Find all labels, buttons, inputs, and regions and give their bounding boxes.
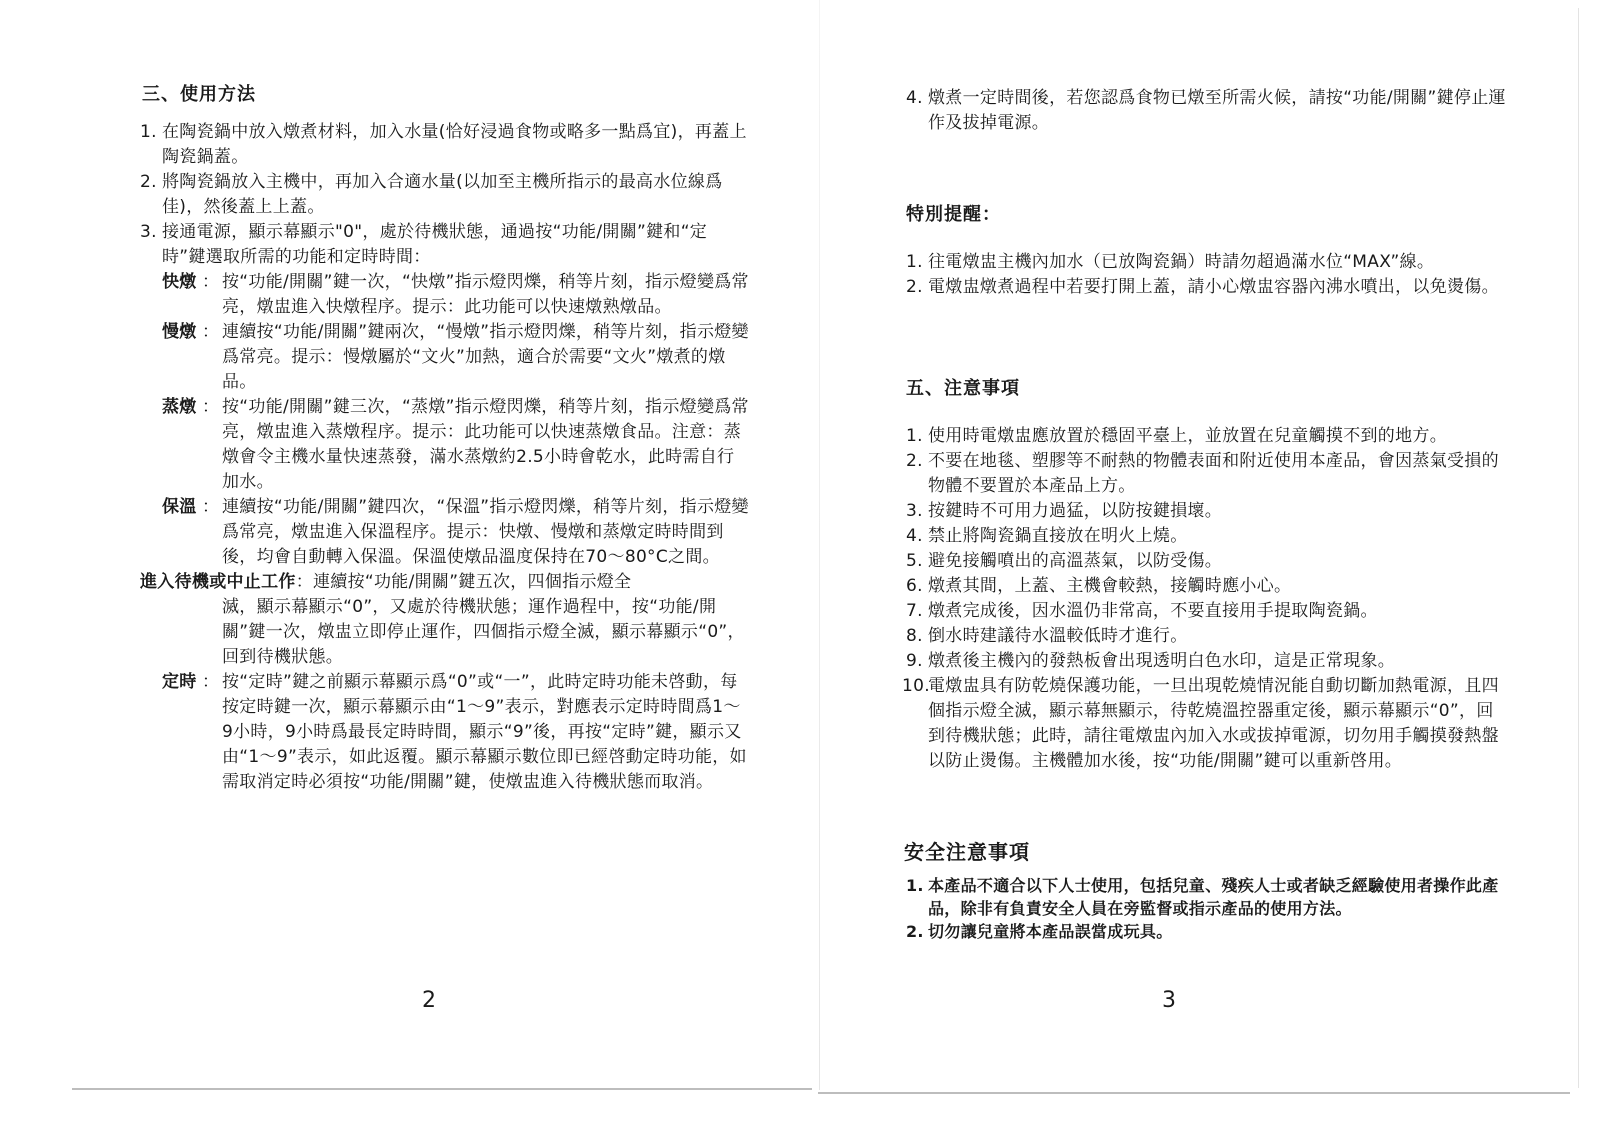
list-item: 3. 接通電源，顯示幕顯示"0"，處於待機狀態，通過按“功能/開關”鍵和“定時”鍵選取所需的功能和定時時間：: [140, 222, 708, 267]
usage-steps: [140, 120, 750, 270]
list-item: 1. 往電燉盅主機內加水（已放陶瓷鍋）時請勿超過滿水位“MAX”線。: [906, 252, 1435, 272]
right-page: [902, 0, 1546, 1088]
list-item: 10. 電燉盅具有防乾燒保護功能，一旦出現乾燒情況能自動切斷加熱電源，且四個指示燈全滅，顯示幕無顯示，待乾燒溫控器重定後，顯示幕顯示“0”，回到待機狀態；此時，請往電燉盅內加入水或拔掉電源，切勿用手觸摸發熱盤以防止燙傷。主機體加水後，按“功能/開關”鍵可以重新啓用。: [902, 676, 1499, 771]
list-item: 5. 避免接觸噴出的高溫蒸氣，以防受傷。: [906, 551, 1223, 571]
reminder-list: [906, 250, 1506, 300]
page-number-right: 3: [1162, 988, 1176, 1013]
usage-content: [140, 120, 750, 795]
list-item: 6. 燉煮其間，上蓋、主機會較熱，接觸時應小心。: [906, 576, 1292, 596]
section-title-usage: 三、使用方法: [142, 84, 256, 105]
list-item: 9. 燉煮後主機內的發熱板會出現透明白色水印，這是正常現象。: [906, 651, 1396, 671]
list-item: 4. 燉煮一定時間後，若您認爲食物已燉至所需火候，請按“功能/開關”鍵停止運作及拔掉電源。: [906, 88, 1506, 133]
list-item: 2. 切勿讓兒童將本產品誤當成玩具。: [906, 922, 1173, 941]
list-item: 7. 燉煮完成後，因水溫仍非常高，不要直接用手提取陶瓷鍋。: [906, 601, 1378, 621]
mode-quick-stew: 快燉 ： 按“功能/開關”鍵一次，“快燉”指示燈閃爍，稍等片刻，指示燈變爲常亮，燉盅進入快燉程序。提示：此功能可以快速燉熟燉品。: [162, 272, 749, 317]
list-item: 1. 本產品不適合以下人士使用，包括兒童、殘疾人士或者缺乏經驗使用者操作此產品，除非有負責安全人員在旁監督或指示產品的使用方法。: [906, 876, 1499, 918]
mode-timer: 定時 ： 按“定時”鍵之前顯示幕顯示爲“0”或“一”，此時定時功能未啓動，每按定時鍵一次，顯示幕顯示由“1～9”表示，對應表示定時時間爲1～9小時，9小時爲最長定時時間，顯示“9”後，再按“定時”鍵，顯示又由“1～9”表示，如此返覆。顯示幕顯示數位即已經啓動定時功能，如需取消定時必須按“功能/開關”鍵，使燉盅進入待機狀態而取消。: [162, 672, 747, 792]
list-item: 8. 倒水時建議待水溫較低時才進行。: [906, 626, 1188, 646]
mode-steam-stew: 蒸燉 ： 按“功能/開關”鍵三次，“蒸燉”指示燈閃爍，稍等片刻，指示燈變爲常亮，燉盅進入蒸燉程序。提示：此功能可以快速蒸燉食品。注意：蒸燉會令主機水量快速蒸發，滿水蒸燉約2.5小時會乾水，此時需自行加水。: [162, 397, 749, 492]
left-page: [140, 0, 780, 1088]
list-item: 2. 電燉盅燉煮過程中若要打開上蓋，請小心燉盅容器內沸水噴出，以免燙傷。: [906, 277, 1499, 297]
list-item: 4. 禁止將陶瓷鍋直接放在明火上燒。: [906, 526, 1188, 546]
standby-instructions: 進入待機或中止工作：連續按“功能/開關”鍵五次，四個指示燈全 滅，顯示幕顯示“0”，又處於待機狀態；運作過程中，按“功能/開關”鍵一次，燉盅立即停止運作，四個指示燈全滅，顯示幕顯示“0”，回到待機狀態。: [140, 572, 745, 667]
list-item: 1. 在陶瓷鍋中放入燉煮材料，加入水量(恰好浸過食物或略多一點爲宜)，再蓋上陶瓷鍋蓋。: [140, 122, 747, 167]
list-item: 3. 按鍵時不可用力過猛，以防按鍵損壞。: [906, 501, 1223, 521]
list-item: 2. 將陶瓷鍋放入主機中，再加入合適水量(以加至主機所指示的最高水位線爲佳)，然後蓋上上蓋。: [140, 172, 723, 217]
page-edge: [1578, 8, 1579, 1088]
section-title-notes: 五、注意事項: [906, 378, 1020, 399]
book-spine: [819, 0, 820, 1090]
notes-list: [902, 424, 1506, 774]
safety-list: [906, 874, 1506, 943]
list-item: 1. 使用時電燉盅應放置於穩固平臺上，並放置在兒童觸摸不到的地方。: [906, 426, 1447, 446]
mode-slow-stew: 慢燉 ： 連續按“功能/開關”鍵兩次，“慢燉”指示燈閃爍，稍等片刻，指示燈變爲常亮。提示：慢燉屬於“文火”加熱，適合於需要“文火”燉煮的燉品。: [162, 322, 749, 392]
list-item: 2. 不要在地毯、塑膠等不耐熱的物體表面和附近使用本產品，會因蒸氣受損的物體不要置於本產品上方。: [906, 451, 1499, 496]
page-bottom-edge-left: [72, 1088, 812, 1090]
page-number-left: 2: [422, 988, 436, 1013]
section-title-safety: 安全注意事項: [904, 840, 1030, 864]
mode-keep-warm: 保溫 ： 連續按“功能/開關”鍵四次，“保溫”指示燈閃爍，稍等片刻，指示燈變爲常亮，燉盅進入保溫程序。提示：快燉、慢燉和蒸燉定時時間到後，均會自動轉入保溫。保溫使燉品溫度保持在70～80°C之間。: [162, 497, 749, 567]
section-title-reminder: 特別提醒：: [906, 204, 1001, 225]
usage-step-4: [906, 86, 1506, 136]
page-bottom-edge-right: [818, 1092, 1570, 1094]
